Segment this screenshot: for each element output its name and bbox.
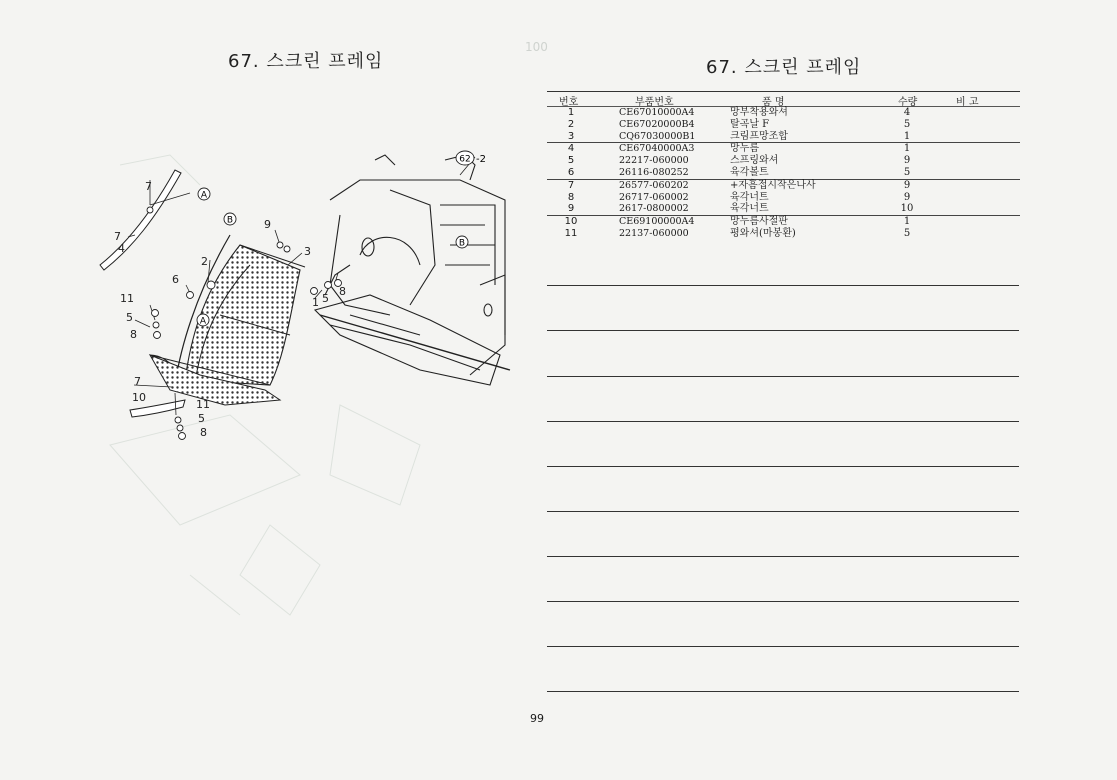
cell-quantity: 1	[903, 130, 911, 142]
label-7-bottom: 7	[134, 375, 141, 388]
empty-rule	[547, 556, 1019, 557]
table-row	[547, 155, 1020, 167]
header-part-number: 부품번호	[635, 97, 674, 108]
label-9: 9	[264, 218, 271, 231]
table-row	[547, 180, 1020, 192]
label-8-bottom: 8	[200, 426, 207, 439]
cell-number: 3	[567, 130, 575, 142]
table-row	[547, 119, 1020, 131]
cell-quantity: 5	[903, 118, 911, 130]
table-header-row	[547, 91, 1020, 107]
cell-part-number: 26577-060202	[619, 179, 689, 191]
label-5-mid: 5	[322, 292, 329, 305]
empty-rule	[547, 330, 1019, 331]
svg-text:62: 62	[459, 154, 471, 165]
empty-rule	[547, 511, 1019, 512]
cell-part-number: 2617-0800002	[619, 203, 689, 215]
cell-quantity: 5	[903, 227, 911, 239]
cell-number: 5	[567, 155, 575, 167]
label-10: 10	[132, 391, 146, 404]
table-row	[547, 192, 1020, 204]
label-8-mid: 8	[339, 285, 346, 298]
empty-rule	[547, 601, 1019, 602]
empty-rule	[547, 376, 1019, 377]
cell-name: 육각너트	[730, 203, 769, 215]
empty-rule	[547, 691, 1019, 692]
cell-quantity: 1	[903, 216, 911, 228]
svg-text:B: B	[226, 215, 234, 226]
cell-name: 스프링와셔	[730, 155, 779, 167]
header-quantity: 수량	[898, 97, 918, 108]
table-row	[547, 131, 1020, 144]
machine-frame	[315, 155, 505, 385]
ghost-page-number: 100	[525, 40, 548, 54]
page-number: 99	[530, 712, 544, 725]
cell-name: 망부착용와셔	[730, 107, 788, 118]
cell-number: 4	[567, 143, 575, 155]
empty-rule	[547, 421, 1019, 422]
cell-name: 망누름	[730, 143, 759, 155]
cell-name: 육각너트	[730, 191, 769, 203]
table-row	[547, 167, 1020, 180]
label-7-left: 7	[114, 230, 121, 243]
header-number: 번호	[559, 97, 579, 108]
table-row	[547, 203, 1020, 216]
cell-number: 2	[567, 118, 575, 130]
cell-part-number: CE67040000A3	[619, 143, 695, 155]
label-5-bottom: 5	[198, 412, 205, 425]
callout-b-upper	[224, 213, 236, 226]
cell-quantity: 5	[903, 166, 911, 178]
cell-quantity: 10	[900, 203, 914, 215]
empty-rule	[547, 466, 1019, 467]
cell-number: 9	[567, 203, 575, 215]
crimp-screen-assembly	[150, 235, 305, 405]
cell-name: +자흠접시작은나사	[730, 179, 816, 191]
label-6: 6	[172, 273, 179, 286]
header-remarks: 비 고	[956, 97, 979, 108]
cell-number: 1	[567, 107, 575, 118]
label-11-bottom: 11	[196, 398, 210, 411]
svg-text:-2: -2	[476, 154, 486, 165]
cell-number: 6	[567, 166, 575, 178]
callout-a-upper	[198, 188, 210, 201]
callout-b-right	[456, 236, 468, 249]
reference-62	[456, 151, 486, 165]
table-row	[547, 143, 1020, 155]
header-name: 품 명	[762, 97, 785, 108]
cell-quantity: 9	[903, 155, 911, 167]
cell-name: 육각볼트	[730, 166, 769, 178]
cell-part-number: 26717-060002	[619, 191, 689, 203]
label-8-left: 8	[130, 328, 137, 341]
table-row	[547, 107, 1020, 119]
cell-name: 크림프망조합	[730, 130, 788, 142]
cell-quantity: 9	[903, 191, 911, 203]
cell-quantity: 1	[903, 143, 911, 155]
label-5-left: 5	[126, 311, 133, 324]
cell-quantity: 9	[903, 179, 911, 191]
svg-text:A: A	[200, 190, 208, 201]
label-2: 2	[201, 255, 208, 268]
cell-number: 7	[567, 179, 575, 191]
diagram-title: 67. 스크린 프레임	[228, 51, 384, 72]
cell-number: 10	[564, 216, 578, 228]
label-7-top: 7	[145, 180, 152, 193]
table-row	[547, 216, 1020, 228]
cell-number: 11	[564, 227, 578, 239]
label-4: 4	[118, 242, 125, 255]
cell-quantity: 4	[903, 107, 911, 118]
cell-part-number: CE67020000B4	[619, 118, 695, 130]
svg-text:B: B	[458, 238, 466, 249]
table-row	[547, 228, 1020, 240]
label-11-top: 11	[120, 292, 134, 305]
label-1: 1	[312, 296, 319, 309]
cell-name: 망누름사절판	[730, 216, 788, 228]
cell-part-number: CE69100000A4	[619, 216, 695, 228]
empty-rule	[547, 646, 1019, 647]
table-title: 67. 스크린 프레임	[706, 57, 862, 78]
cell-name: 탈곡날 F	[730, 118, 770, 130]
svg-text:A: A	[199, 316, 207, 327]
cell-part-number: CQ67030000B1	[619, 130, 696, 142]
empty-rule	[547, 285, 1019, 286]
label-3: 3	[304, 245, 311, 258]
cell-name: 평와셔(마봉환)	[730, 227, 796, 239]
cell-part-number: 22137-060000	[619, 227, 689, 239]
parts-list-table	[547, 91, 1020, 240]
cell-part-number: 22217-060000	[619, 155, 689, 167]
cell-part-number: CE67010000A4	[619, 107, 695, 118]
callout-a-lower	[197, 314, 209, 327]
exploded-parts-diagram	[90, 145, 515, 645]
screen-clamp-upper	[100, 170, 181, 270]
cell-number: 8	[567, 191, 575, 203]
support-bar	[320, 315, 510, 370]
cell-part-number: 26116-080252	[619, 166, 689, 178]
